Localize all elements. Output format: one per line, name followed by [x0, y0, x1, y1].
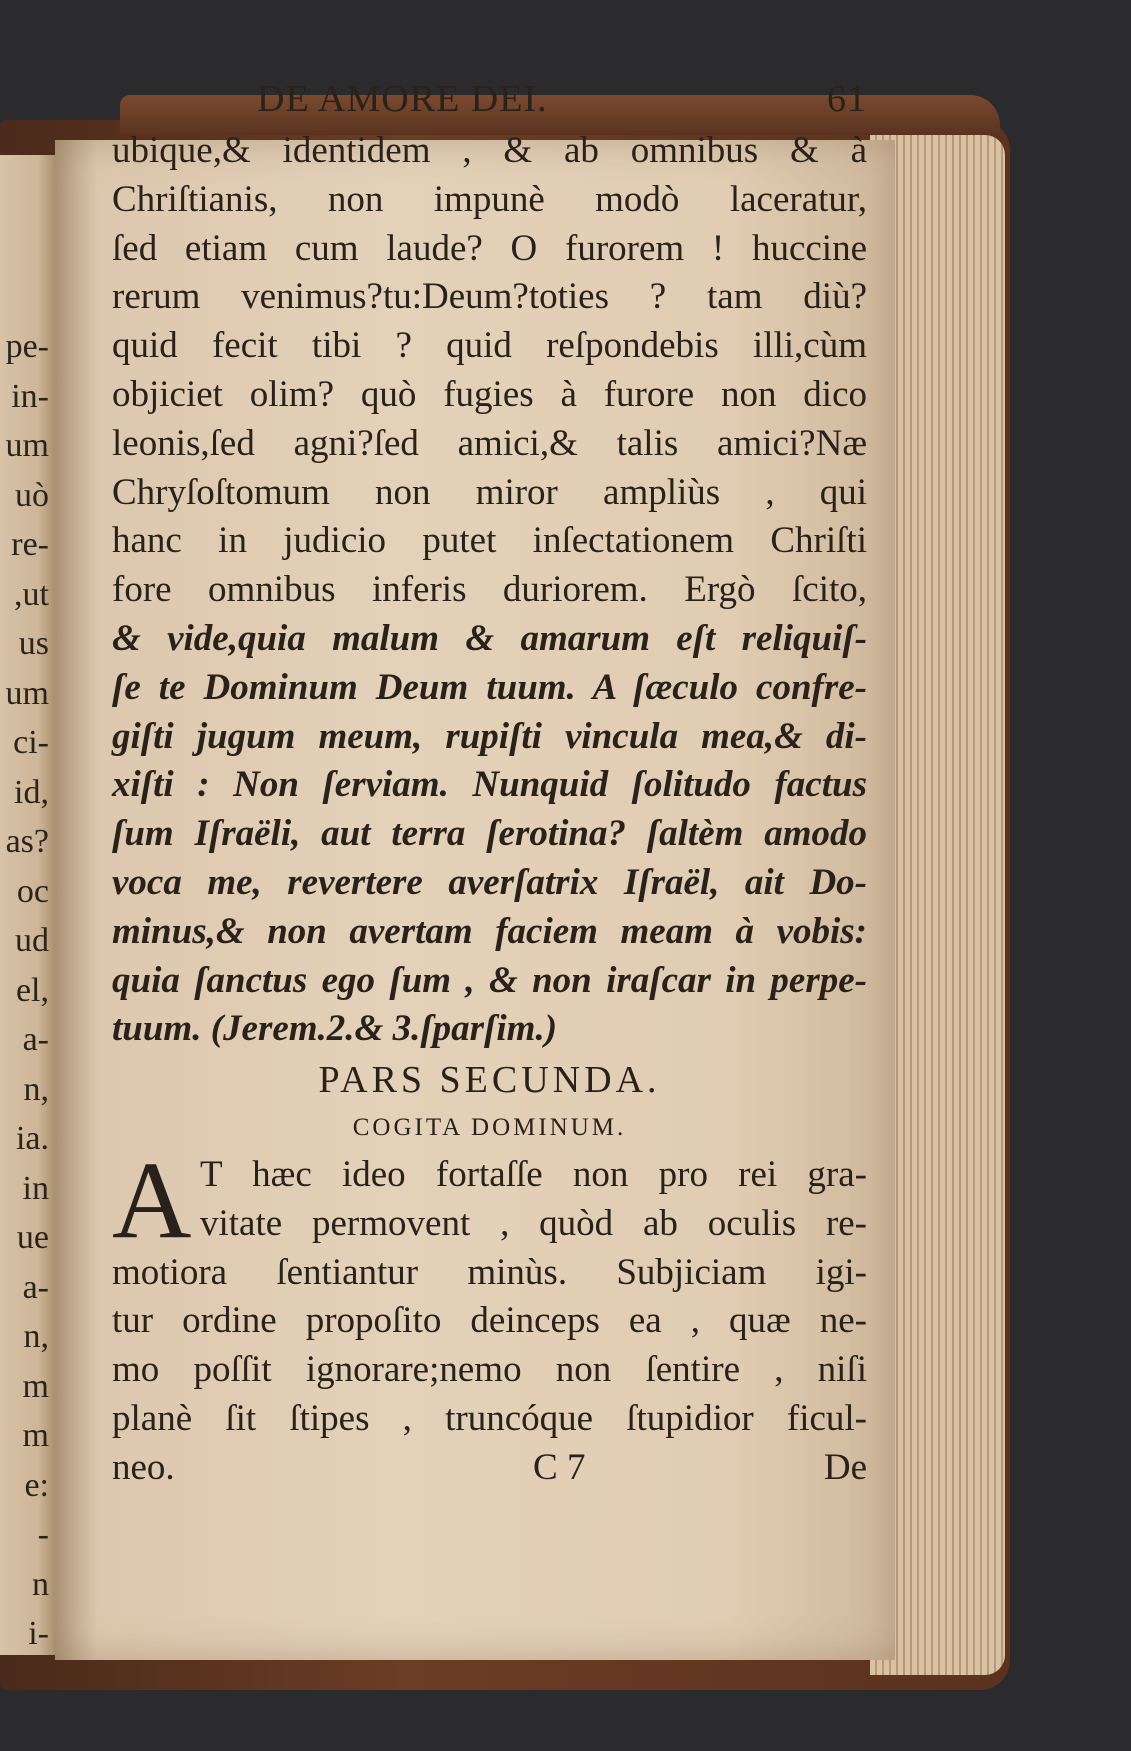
left-fragment: um — [5, 427, 49, 464]
text-line: leonis,ſed agni?ſed amici,& talis amici?Næ — [112, 422, 867, 464]
left-fragment: ,ut — [14, 575, 49, 613]
left-fragment: oc — [16, 872, 49, 910]
text-line: quia ſanctus ego ſum , & non iraſcar in perpe- — [112, 959, 867, 1001]
left-fragment: el, — [15, 971, 49, 1009]
page-footer — [112, 1444, 867, 1493]
text-line: fore omnibus inferis duriorem. Ergò ſcito, — [112, 569, 867, 611]
left-fragment: n, — [23, 1070, 49, 1108]
signature-mark: C 7 — [533, 1446, 586, 1488]
left-fragment: a- — [22, 1268, 49, 1306]
text-line: objiciet olim? quò fugies à furore non dico — [112, 373, 867, 415]
left-page-fragments — [0, 155, 55, 1655]
text-line: Chriſtianis, non impunè modò laceratur, — [112, 178, 867, 220]
left-fragment: re- — [11, 526, 49, 563]
running-title: DE AMORE DEI. — [257, 78, 548, 120]
part-heading: PARS SECUNDA. — [318, 1059, 661, 1102]
text-line: tuum. (Jerem.2.& 3.ſparſim.) — [112, 1008, 558, 1050]
left-fragment: e: — [24, 1466, 49, 1504]
left-fragment: i- — [28, 1615, 49, 1652]
left-fragment: ci- — [13, 724, 49, 761]
left-fragment: ia. — [15, 1120, 49, 1157]
left-fragment: um — [5, 674, 49, 712]
text-line: giſti jugum meum, rupiſti vincula mea,& di- — [112, 715, 867, 757]
left-fragment: ue — [16, 1219, 49, 1256]
text-line: ubique,& identidem , & ab omnibus & à — [112, 130, 867, 171]
catchword: De — [823, 1446, 867, 1488]
text-line: mo poſſit ignorare;nemo non ſentire , niſi — [112, 1349, 867, 1391]
text-line: vitate permovent , quòd ab oculis re- — [200, 1202, 867, 1244]
text-line: Chryſoſtomum non miror ampliùs , qui — [112, 471, 867, 513]
left-fragment: ud — [15, 922, 49, 959]
left-fragment: uò — [15, 476, 49, 514]
text-line: ſed etiam cum laude? O furorem ! huccine — [112, 227, 867, 269]
text-line: hanc in judicio putet inſectationem Chriſti — [112, 520, 867, 562]
left-fragment: m — [22, 1367, 49, 1405]
text-line: T hæc ideo fortaſſe non pro rei gra- — [200, 1153, 867, 1195]
text-line: rerum venimus?tu:Deum?toties ? tam diù? — [112, 276, 867, 318]
left-fragment: in — [22, 1169, 49, 1207]
text-line: ſum Iſraëli, aut terra ſerotina? ſaltèm amodo — [112, 813, 867, 855]
text-line: planè ſit ſtipes , truncóque ſtupidior ficul- — [112, 1397, 867, 1439]
left-fragment: m — [22, 1417, 49, 1454]
sub-heading: COGITA DOMINUM. — [352, 1113, 627, 1141]
text-line: voca me, revertere averſatrix Iſraël, ait Do- — [112, 861, 867, 903]
last-word: neo. — [112, 1446, 175, 1488]
running-head — [112, 75, 867, 127]
drop-cap: A — [112, 1138, 192, 1261]
text-line: tur ordine propoſito deinceps ea , quæ ne- — [112, 1300, 867, 1342]
text-line: ſe te Dominum Deum tuum. A ſæculo confre- — [112, 666, 867, 708]
body-text — [112, 127, 867, 1054]
left-fragment: - — [37, 1516, 49, 1553]
left-fragment: in- — [11, 377, 49, 415]
left-fragment: n, — [23, 1318, 49, 1355]
left-page — [0, 155, 55, 1655]
part-paragraph — [112, 1138, 867, 1444]
text-line: & vide,quia malum & amarum eſt reliquiſ- — [112, 617, 867, 659]
text-line: quid fecit tibi ? quid reſpondebis illi,cùm — [112, 325, 867, 367]
left-fragment: a- — [22, 1021, 49, 1058]
page-number: 61 — [827, 78, 867, 120]
text-line: xiſti : Non ſerviam. Nunquid ſolitudo factus — [112, 764, 867, 806]
text-line: motiora ſentiantur minùs. Subjiciam igi- — [112, 1251, 867, 1293]
page-text — [112, 75, 867, 1493]
left-fragment: id, — [14, 773, 49, 811]
left-fragment: as? — [5, 823, 49, 860]
text-line: minus,& non avertam faciem meam à vobis: — [112, 910, 867, 952]
left-fragment: us — [18, 625, 49, 662]
left-fragment: pe- — [5, 328, 49, 365]
left-fragment: n — [32, 1565, 49, 1603]
